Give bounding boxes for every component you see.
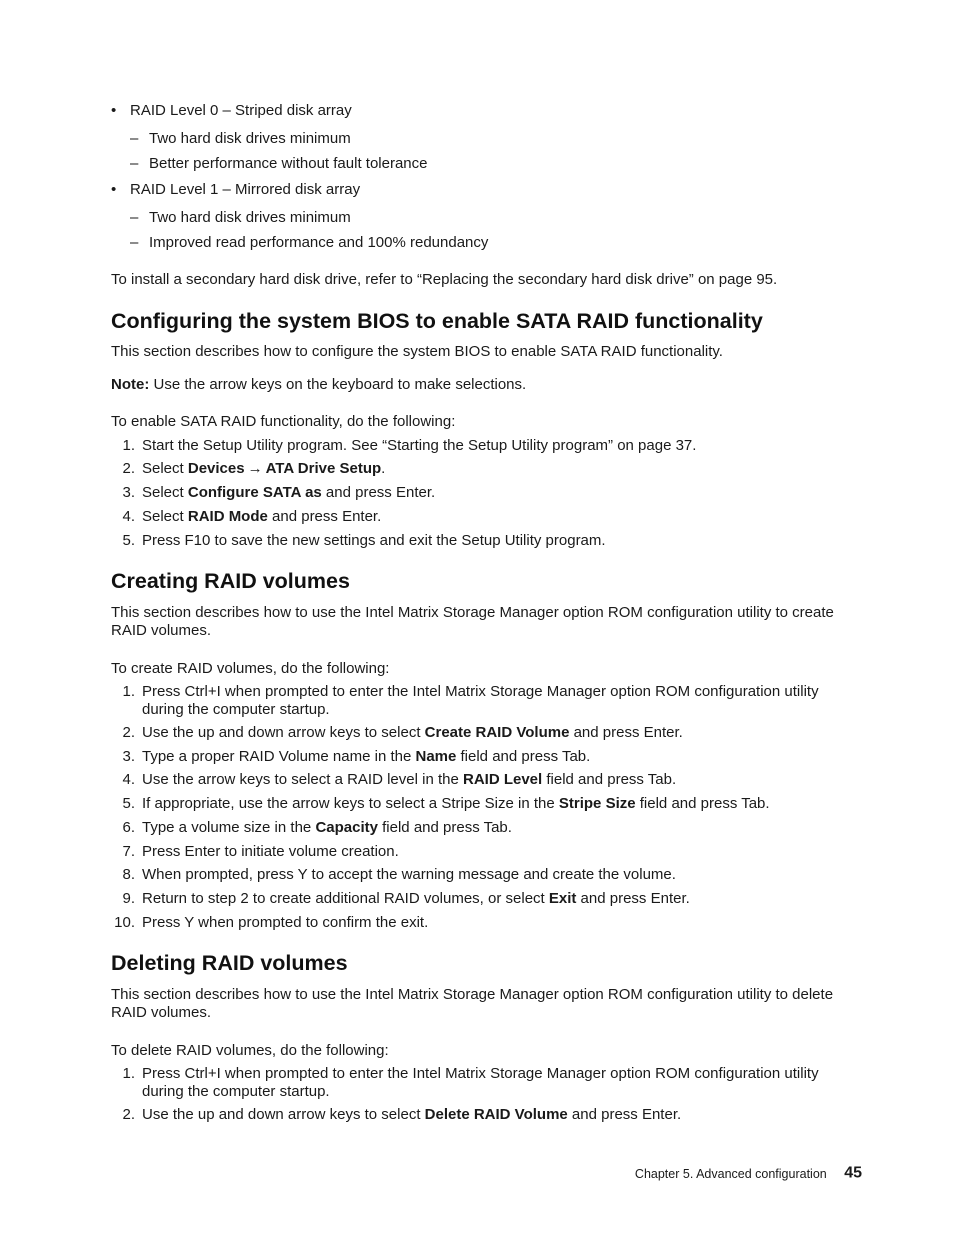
step-text: Press Ctrl+I when prompted to enter the Intel Matrix Storage Manager option ROM configuration utility during the computer startup. [142,1065,819,1100]
step-text-part: and press Enter. [569,724,683,741]
step-number: 4. [122,771,135,788]
step-text-part: field and press Tab. [456,748,591,765]
footer-chapter: Chapter 5. Advanced configuration [634,1166,827,1181]
note-label: Note: [111,376,150,393]
bios-note [111,376,856,394]
step-number: 1. [122,437,135,454]
step-text-part: If appropriate, use the arrow keys to select a Stripe Size in the [142,795,559,812]
bios-lead: To enable SATA RAID functionality, do the following: [111,413,456,430]
raid-level-0-point-text: Two hard disk drives minimum [149,130,351,147]
step-text-part: Return to step 2 to create additional RAID volumes, or select [142,890,549,907]
menu-exit: Exit [548,890,577,907]
step-text [142,748,857,766]
raid-level-1-title: RAID Level 1 – Mirrored disk array [130,181,361,198]
step-text [142,771,857,789]
step-text: Press Enter to initiate volume creation. [142,843,399,860]
raid-level-1-point-text: Two hard disk drives minimum [149,209,351,226]
step-text-part: Select [142,460,188,477]
step-number: 5. [122,532,135,549]
delete-lead: To delete RAID volumes, do the following: [111,1042,389,1059]
bullet-marker: • [111,102,117,119]
step-number: 10. [114,914,135,931]
step-number: 4. [122,508,135,525]
step-text: Press Ctrl+I when prompted to enter the Intel Matrix Storage Manager option ROM configuration utility during the computer startup. [142,683,819,718]
step-number: 1. [122,1065,135,1082]
step-text [142,890,857,908]
page-number: 45 [844,1164,862,1182]
step-text: Start the Setup Utility program. See “Starting the Setup Utility program” on page 37. [142,437,697,454]
step-text-part: field and press Tab. [635,795,770,812]
step-text-part: Select [142,484,188,501]
step-number: 3. [122,748,135,765]
step-text-part: Use the arrow keys to select a RAID level in the [142,771,463,788]
section-heading-bios: Configuring the system BIOS to enable SATA RAID functionality [111,309,763,333]
step-text: Press F10 to save the new settings and exit the Setup Utility program. [142,532,606,549]
install-note: To install a secondary hard disk drive, refer to “Replacing the secondary hard disk drive” on page 95. [111,271,778,288]
step-number: 9. [122,890,135,907]
raid-level-0-title: RAID Level 0 – Striped disk array [130,102,352,119]
step-text: When prompted, press Y to accept the warning message and create the volume. [142,866,676,883]
arrow-right-icon: → [247,460,263,477]
step-text-part: Type a volume size in the [142,819,316,836]
menu-raid-mode: RAID Mode [187,508,268,525]
delete-intro: This section describes how to use the Intel Matrix Storage Manager option ROM configuration utility to delete RAID volumes. [111,986,834,1021]
menu-delete-raid-volume: Delete RAID Volume [424,1106,568,1123]
step-number: 2. [122,724,135,741]
bios-intro: This section describes how to configure the system BIOS to enable SATA RAID functionality. [111,343,723,360]
step-number: 3. [122,484,135,501]
dash-marker: – [130,155,139,172]
step-text: Press Y when prompted to confirm the exit. [142,914,429,931]
menu-devices: Devices [187,460,245,477]
step-text-part: field and press Tab. [542,771,677,788]
step-text-part: Use the up and down arrow keys to select [142,724,425,741]
dash-marker: – [130,234,139,251]
field-raid-level: RAID Level [462,771,543,788]
step-number: 6. [122,819,135,836]
dash-marker: – [130,209,139,226]
section-heading-create: Creating RAID volumes [111,569,350,593]
step-text [142,484,857,502]
menu-configure-sata: Configure SATA as [187,484,322,501]
note-text: Use the arrow keys on the keyboard to make selections. [153,376,527,393]
raid-level-0-point-text: Better performance without fault tolerance [149,155,428,172]
field-capacity: Capacity [315,819,378,836]
dash-marker: – [130,130,139,147]
step-text-part: field and press Tab. [377,819,512,836]
menu-ata-drive-setup: ATA Drive Setup [265,460,382,477]
step-number: 1. [122,683,135,700]
step-text [142,508,857,526]
section-heading-delete: Deleting RAID volumes [111,951,348,975]
step-text-part: and press Enter. [267,508,382,525]
step-text-part: Use the up and down arrow keys to select [142,1106,425,1123]
step-text [142,795,857,813]
step-number: 5. [122,795,135,812]
step-text [142,1106,857,1124]
step-text-part: Select [142,508,188,525]
step-text [142,724,857,742]
create-lead: To create RAID volumes, do the following: [111,660,390,677]
step-number: 2. [122,460,135,477]
step-text-part: and press Enter. [321,484,436,501]
field-stripe-size: Stripe Size [558,795,636,812]
step-text [142,460,857,478]
step-text-part: and press Enter. [576,890,690,907]
step-text-part: Type a proper RAID Volume name in the [142,748,416,765]
step-text-part: . [381,460,386,477]
step-number: 7. [122,843,135,860]
page-footer [635,1163,862,1184]
menu-create-raid-volume: Create RAID Volume [424,724,570,741]
step-number: 8. [122,866,135,883]
step-number: 2. [122,1106,135,1123]
create-intro: This section describes how to use the Intel Matrix Storage Manager option ROM configuration utility to create RAID volumes. [111,604,834,639]
step-text-part: and press Enter. [567,1106,682,1123]
bullet-marker: • [111,181,117,198]
raid-level-1-point-text: Improved read performance and 100% redundancy [149,234,489,251]
field-name: Name [415,748,457,765]
step-text [142,819,857,837]
